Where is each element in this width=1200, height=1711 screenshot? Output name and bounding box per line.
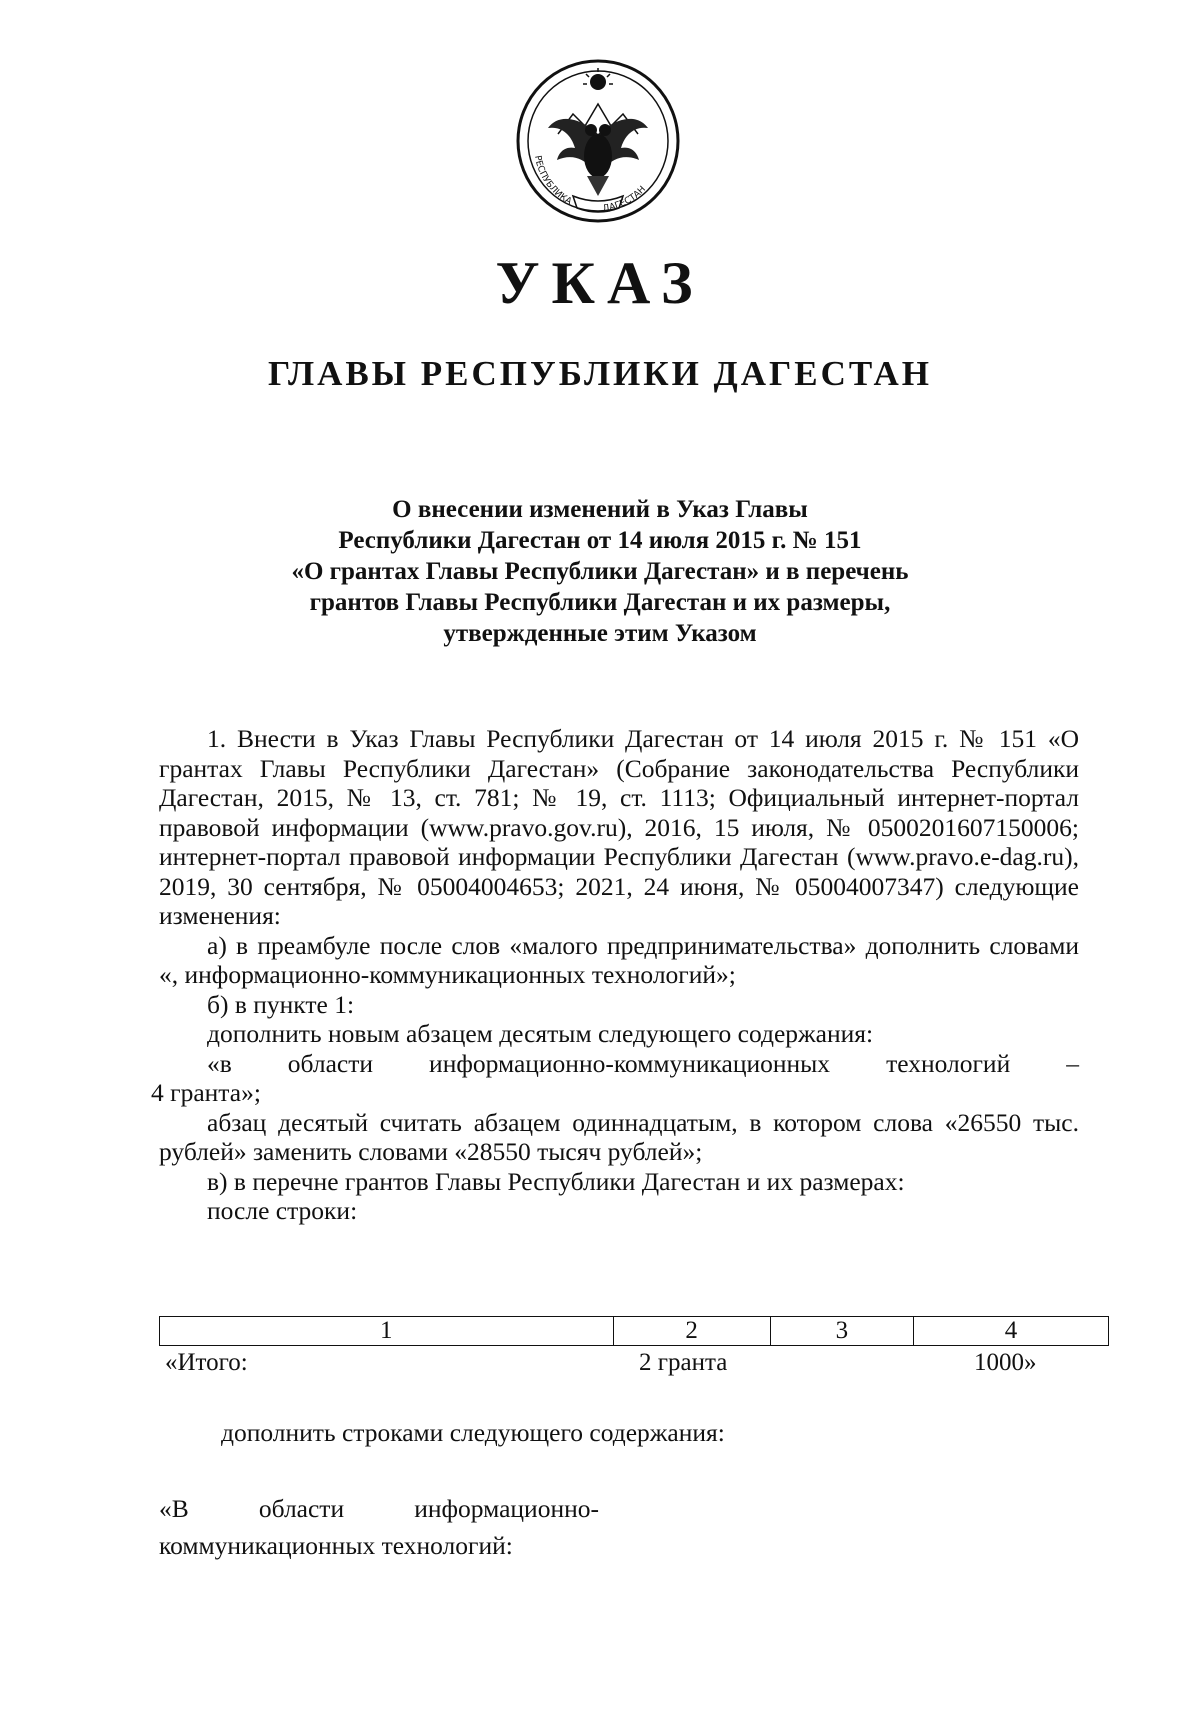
svg-text:РЕСПУБЛИКА — [532, 155, 574, 208]
paragraph-v: в) в перечне грантов Главы Республики Дагестан и их размерах: — [207, 1166, 905, 1196]
paragraph-1: 1. Внести в Указ Главы Республики Дагестан от 14 июля 2015 г. № 151 «О грантах Главы Республики Дагестан» (Собрание законодательства Республики Дагестан, 2015, № 13, ст. 781; № 19, ст. 1113; Официальный интернет-портал правовой информации (www.pravo.gov.ru), 2016, 15 июля, № 0500201607150006; интернет-портал правовой информации Республики Дагестан (www.pravo.e-dag.ru), 2019, 30 сентября, № 05004004653; 2021, 24 июня, № 05004007347) следующие изменения: — [159, 724, 1079, 930]
total-grants: 2 гранта — [639, 1349, 728, 1376]
document-subtitle: ГЛАВЫ РЕСПУБЛИКИ ДАГЕСТАН — [268, 354, 932, 393]
paragraph-a: а) в преамбуле после слов «малого предпринимательства» дополнить словами «, информационно-коммуникационных технологий»; — [159, 930, 1079, 989]
table-header-cell: 1 — [160, 1317, 614, 1346]
quote-word: области — [287, 1048, 374, 1078]
table-row — [160, 1317, 1109, 1346]
field-word: «В — [159, 1494, 189, 1523]
quote-word: технологий — [886, 1048, 1011, 1078]
decree-heading — [210, 494, 990, 649]
paragraph-add: дополнить новым абзацем десятым следующего содержания: — [207, 1019, 874, 1048]
table-header-cell: 3 — [770, 1317, 913, 1346]
paragraph-quote — [159, 1049, 1079, 1079]
field-line-2: коммуникационных технологий: — [159, 1531, 513, 1560]
quote-word: информационно-коммуникационных — [429, 1048, 831, 1078]
document-title: УКАЗ — [495, 250, 705, 316]
field-word: информационно- — [414, 1494, 599, 1523]
total-amount: 1000» — [974, 1349, 1037, 1376]
grants-table — [159, 1316, 1109, 1380]
dagestan-coat-of-arms-icon — [513, 56, 683, 226]
heading-line: Республики Дагестан от 14 июля 2015 г. № 151 — [338, 527, 862, 554]
paragraph-after-row: после строки: — [207, 1196, 358, 1225]
quote-word: «в — [207, 1048, 232, 1078]
heading-line: О внесении изменений в Указ Главы — [392, 496, 808, 523]
heading-line: грантов Главы Республики Дагестан и их размеры, — [309, 589, 891, 616]
paragraph-quote-cont: 4 гранта»; — [151, 1078, 261, 1107]
emblem-ring-text-left: РЕСПУБЛИКА — [531, 154, 574, 208]
paragraph-add-rows: дополнить строками следующего содержания: — [221, 1418, 725, 1447]
new-field-block — [159, 1490, 599, 1564]
quote-word: – — [1066, 1048, 1079, 1078]
paragraph-replace: абзац десятый считать абзацем одиннадцатым, в котором слова «26550 тыс. рублей» заменить словами «28550 тысяч рублей»; — [159, 1107, 1079, 1166]
total-label: «Итого: — [165, 1349, 248, 1376]
field-line-1 — [159, 1490, 599, 1527]
heading-line: «О грантах Главы Республики Дагестан» и в перечень — [291, 558, 909, 585]
paragraph-b: б) в пункте 1: — [207, 989, 355, 1019]
heading-line: утвержденные этим Указом — [443, 620, 757, 647]
decree-body — [151, 724, 1079, 1226]
table-row-total — [159, 1346, 1109, 1380]
table-header-cell: 4 — [913, 1317, 1108, 1346]
field-word: области — [258, 1494, 345, 1523]
table-header — [159, 1316, 1109, 1346]
emblem-ring-text-right: ДАГЕСТАН — [601, 184, 649, 215]
table-header-cell: 2 — [613, 1317, 770, 1346]
